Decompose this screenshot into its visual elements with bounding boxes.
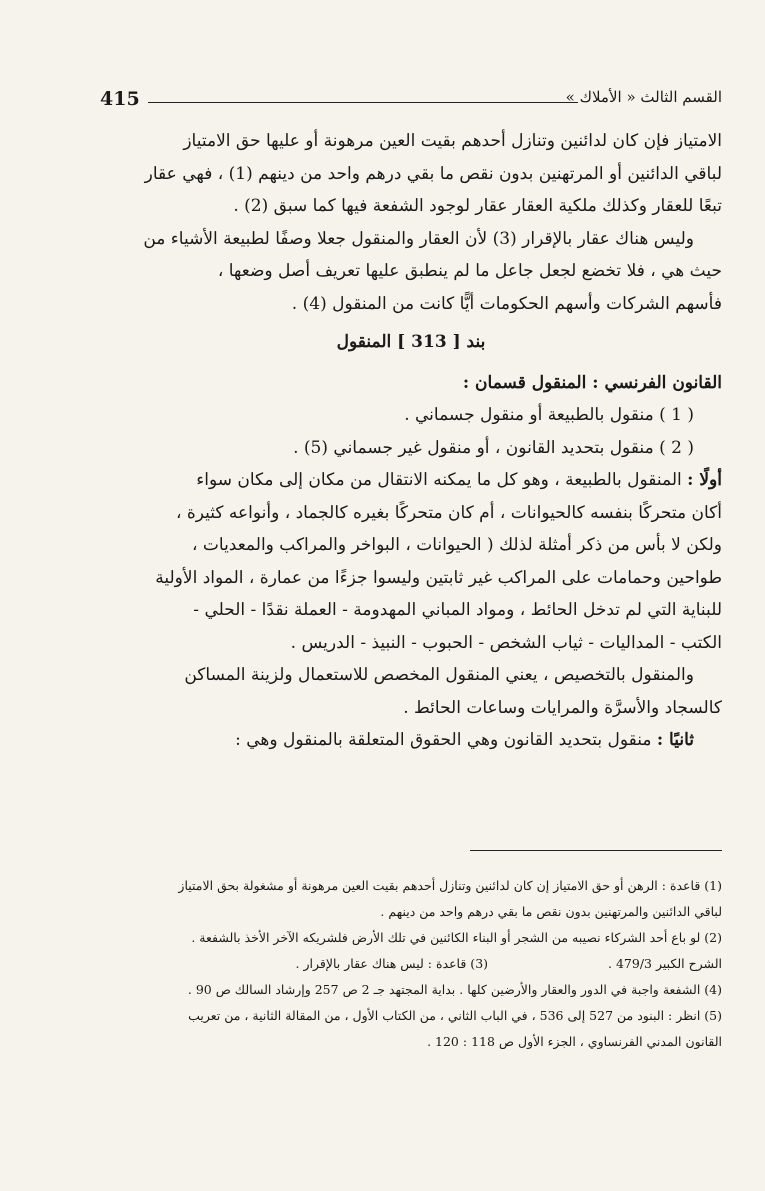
- page-number: 415: [100, 88, 140, 110]
- main-text: [100, 125, 722, 757]
- text-line: أكان متحركًا بنفسه كالحيوانات ، أم كان متحركًا بغيره كالجماد ، وأنواعه كثيرة ،: [175, 502, 722, 523]
- second-lead: ثانيًا :: [656, 730, 694, 750]
- subheading: القانون الفرنسي : المنقول قسمان :: [462, 372, 722, 393]
- text-line: الكتب - المداليات - ثياب الشخص - الحبوب - النبيذ - الدريس .: [290, 632, 722, 653]
- footnote-line: (1) قاعدة : الرهن أو حق الامتياز إن كان لدائنين وتنازل أحدهم بقيت العين مرهونة أو مشغولة بحق الامتياز: [178, 878, 722, 893]
- footnote-line: القانون المدني الفرنساوي ، الجزء الأول ص 118 : 120 .: [427, 1034, 722, 1049]
- first-lead: أولًا :: [687, 470, 722, 490]
- footnote-line: (5) انظر : البنود من 527 إلى 536 ، في الباب الثاني ، من الكتاب الأول ، من المقالة الثانية ، من تعريب: [188, 1008, 722, 1023]
- text-line: [100, 724, 722, 757]
- section-title: القسم الثالث « الأملاك »: [565, 88, 722, 106]
- text-line: للبناية التي لم تدخل الحائط ، ومواد المباني المهدومة - العملة نقدًا - الحلي -: [193, 600, 722, 620]
- text-line: المنقول بالطبيعة ، وهو كل ما يمكنه الانتقال من مكان إلى مكان سواء: [196, 470, 682, 490]
- text-line: تبعًا للعقار وكذلك ملكية العقار عقار لوجود الشفعة فيها كما سبق (2) .: [233, 196, 722, 216]
- list-item: ( 1 ) منقول بالطبيعة أو منقول جسماني .: [404, 405, 694, 425]
- text-line: [100, 464, 722, 497]
- list-item: ( 2 ) منقول بتحديد القانون ، أو منقول غير جسماني (5) .: [293, 437, 694, 458]
- text-line: والمنقول بالتخصيص ، يعني المنقول المخصص للاستعمال ولزينة المساكن: [184, 665, 694, 685]
- section-heading: بند [ 313 ] المنقول: [336, 332, 486, 352]
- footnote-rule: [470, 850, 722, 851]
- text-line: وليس هناك عقار بالإقرار (3) لأن العقار والمنقول جعلا وصفًا لطبيعة الأشياء من: [143, 228, 694, 249]
- footnote-line: [100, 951, 722, 977]
- text-line: كالسجاد والأسرَّة والمرايات وساعات الحائط .: [403, 697, 722, 718]
- footnote-line: لباقي الدائنين والمرتهنين بدون نقص ما بقي درهم واحد من دينهم .: [380, 904, 722, 919]
- text-line: حيث هي ، فلا تخضع لجعل جاعل ما لم ينطبق عليها تعريف أصل وضعها ،: [217, 261, 722, 281]
- footnote-fragment: (3) قاعدة : ليس هناك عقار بالإقرار .: [295, 956, 489, 971]
- header-rule: [148, 102, 578, 103]
- footnote-line: (2) لو باع أحد الشركاء نصيبه من الشجر أو البناء الكائنين في تلك الأرض فلشريكه الآخر الأخذ بالشفعة .: [191, 930, 722, 945]
- text-line: لباقي الدائنين أو المرتهنين بدون نقص ما بقي درهم واحد من دينهم (1) ، فهي عقار: [144, 163, 722, 184]
- text-line: الامتياز فإن كان لدائنين وتنازل أحدهم بقيت العين مرهونة أو عليها حق الامتياز: [183, 131, 722, 151]
- text-line: منقول بتحديد القانون وهي الحقوق المتعلقة بالمنقول وهي :: [235, 730, 652, 750]
- footnote-line: (4) الشفعة واجبة في الدور والعقار والأرضين كلها . بداية المجتهد جـ 2 ص 257 وإرشاد السالك ص 90 .: [187, 982, 722, 997]
- text-line: فأسهم الشركات وأسهم الحكومات أيًّا كانت من المنقول (4) .: [291, 293, 722, 314]
- text-line: ولكن لا بأس من ذكر أمثلة لذلك ( الحيوانات ، البواخر والمراكب والمعديات ،: [192, 535, 722, 555]
- page-header: [100, 88, 722, 118]
- footnote-fragment: الشرح الكبير 479/3 .: [608, 956, 722, 971]
- text-line: طواحين وحمامات على المراكب غير ثابتين وليسوا جزءًا من عمارة ، المواد الأولية: [155, 567, 722, 588]
- footnotes: [100, 873, 722, 1055]
